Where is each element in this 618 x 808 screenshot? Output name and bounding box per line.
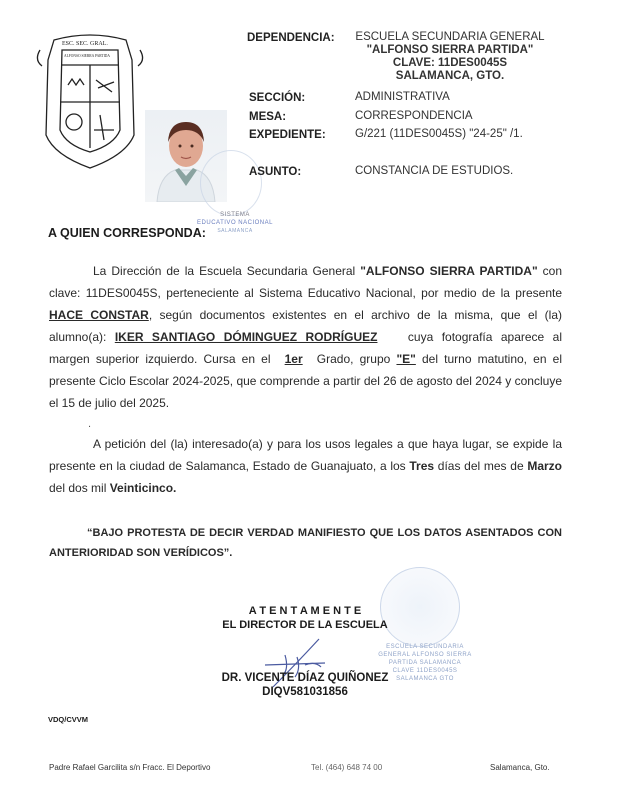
footer-city: Salamanca, Gto. — [490, 763, 550, 772]
footer-phone: Tel. (464) 648 74 00 — [311, 763, 383, 772]
p2-text-b: días del mes de — [434, 459, 528, 473]
p1-text-b: con clave: 11DES0045S, perteneciente al Sistema Educativo Nacional, por medio de la presente — [49, 264, 563, 300]
school-stamp-line-4: CLAVE 11DES0045S — [392, 668, 458, 674]
mesa-label: MESA: — [249, 111, 287, 123]
stray-dot: . — [88, 418, 92, 430]
body-paragraph-1 — [49, 260, 562, 414]
p2-day: Tres — [409, 459, 435, 473]
body-paragraph-3 — [49, 523, 562, 563]
grade-value: 1er — [284, 352, 303, 366]
photo-stamp-line2: EDUCATIVO NACIONAL — [197, 220, 273, 226]
initials: VDQ/CVVM — [48, 715, 89, 724]
photo-stamp-line1: SISTEMA — [220, 212, 250, 218]
director-role: EL DIRECTOR DE LA ESCUELA — [222, 619, 388, 631]
seccion-label: SECCIÓN: — [249, 92, 306, 104]
photo-stamp-line3: SALAMANCA — [217, 228, 253, 234]
dependencia-label: DEPENDENCIA: — [247, 32, 335, 44]
school-stamp-line-3: PARTIDA SALAMANCA — [388, 660, 462, 666]
expediente-label: EXPEDIENTE: — [249, 129, 326, 141]
p2-year: Veinticinco. — [109, 481, 177, 495]
student-name: IKER SANTIAGO DÓMINGUEZ RODRÍGUEZ — [114, 330, 378, 344]
dependencia-value — [345, 31, 555, 83]
asunto-value: CONSTANCIA DE ESTUDIOS. — [355, 165, 514, 177]
logo-band-text: ALFONSO SIERRA PARTIDA — [64, 54, 110, 58]
photo-overlap-stamp — [200, 150, 262, 216]
salutation: A QUIEN CORRESPONDA: — [48, 226, 206, 240]
seccion-value: ADMINISTRATIVA — [355, 91, 450, 103]
mesa-value: CORRESPONDENCIA — [355, 110, 473, 122]
p2-text-c: del dos mil — [49, 481, 110, 495]
p1-text-d: cuya fotografía aparece al margen superior izquierdo. Cursa en el — [49, 330, 563, 366]
dependencia-line-1: ESCUELA SECUNDARIA GENERAL — [355, 31, 545, 43]
director-rfc: DIQV581031856 — [262, 686, 348, 698]
p1-text-f: del turno matutino, en el presente Ciclo Escolar 2024-2025, que comprende a partir del 26 de agosto del 2024 y concluye el 15 de julio del 2025. — [49, 352, 562, 410]
footer-address: Padre Rafael Garcilita s/n Fracc. El Deportivo — [49, 763, 211, 772]
school-stamp-line-2: GENERAL ALFONSO SIERRA — [378, 652, 472, 658]
p1-hace-constar: HACE CONSTAR — [49, 308, 149, 322]
p1-school-name: "ALFONSO SIERRA PARTIDA" — [360, 264, 538, 278]
school-stamp-line-1: ESCUELA SECUNDARIA — [386, 644, 464, 650]
logo-top-text: ESC. SEC. GRAL. — [62, 41, 108, 47]
expediente-value: G/221 (11DES0045S) "24-25" /1. — [355, 128, 523, 140]
dependencia-line-4: SALAMANCA, GTO. — [395, 70, 505, 82]
p1-text-c: , según documentos existentes en el archivo de la misma, que el (la) alumno(a): — [49, 308, 563, 344]
school-stamp-line-5: SALAMANCA GTO — [396, 676, 454, 682]
body-paragraph-2 — [49, 433, 562, 499]
p2-text-a: A petición del (la) interesado(a) y para los usos legales a que haya lugar, se expide la presente en la ciudad de Salamanca, Estado de Guanajuato, a los — [49, 437, 562, 473]
asunto-label: ASUNTO: — [249, 166, 302, 178]
dependencia-line-3: CLAVE: 11DES0045S — [392, 57, 508, 69]
director-name: DR. VICENTE DÍAZ QUIÑONEZ — [221, 672, 389, 684]
atentamente: A T E N T A M E N T E — [248, 605, 362, 617]
p2-month: Marzo — [527, 459, 562, 473]
school-coat-of-arms-icon — [34, 30, 146, 170]
p3-text: “BAJO PROTESTA DE DECIR VERDAD MANIFIESTO QUE LOS DATOS ASENTADOS CON ANTERIORIDAD SON VERÍDICOS”. — [49, 527, 562, 559]
group-value: "E" — [396, 352, 416, 366]
p1-text-e: Grado, grupo — [310, 352, 397, 366]
p1-text-a: La Dirección de la Escuela Secundaria General — [93, 264, 361, 278]
dependencia-line-2: "ALFONSO SIERRA PARTIDA" — [366, 44, 534, 56]
